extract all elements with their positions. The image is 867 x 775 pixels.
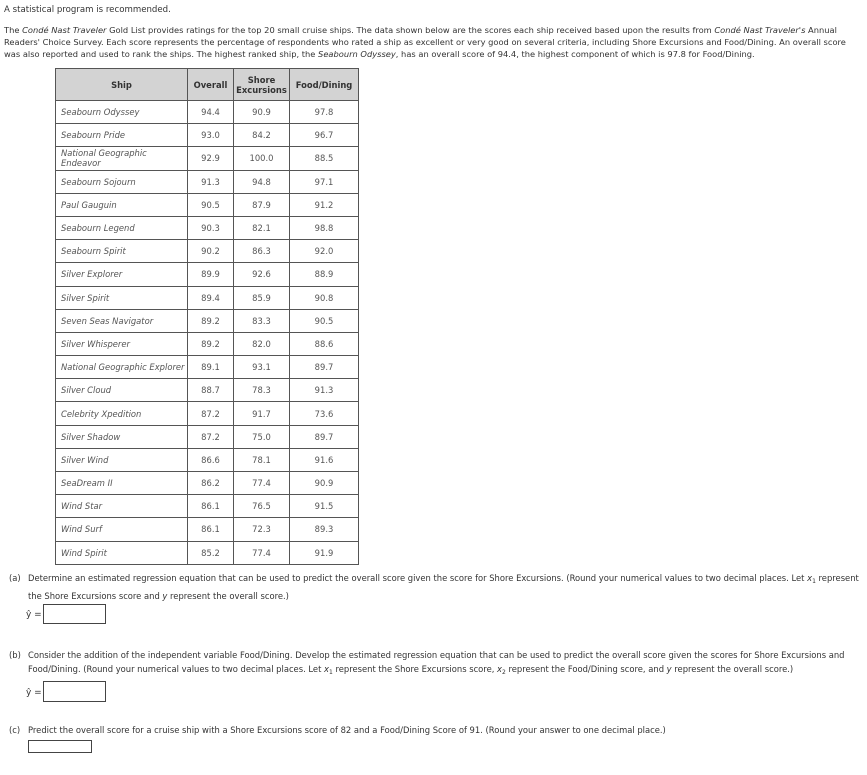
ship-name-cell: National Geographic Endeavor: [56, 147, 188, 170]
table-row: [56, 356, 359, 379]
shore-excursions-cell: 78.3: [234, 379, 290, 402]
ship-name-cell: National Geographic Explorer: [56, 356, 188, 379]
ship-name-cell: Seabourn Sojourn: [56, 170, 188, 193]
intro-text: A statistical program is recommended.: [4, 5, 171, 15]
shore-excursions-cell: 100.0: [234, 147, 290, 170]
food-dining-cell: 89.7: [290, 425, 359, 448]
ship-name-cell: Silver Spirit: [56, 286, 188, 309]
question-b-label: (b): [9, 650, 21, 660]
food-dining-cell: 91.3: [290, 379, 359, 402]
food-dining-cell: 88.9: [290, 263, 359, 286]
food-dining-cell: 96.7: [290, 124, 359, 147]
header-food-dining: Food/Dining: [290, 69, 359, 101]
table-row: [56, 379, 359, 402]
food-dining-cell: 91.9: [290, 541, 359, 564]
shore-excursions-cell: 75.0: [234, 425, 290, 448]
table-row: [56, 286, 359, 309]
table-row: [56, 472, 359, 495]
overall-cell: 89.2: [188, 332, 234, 355]
table-row: [56, 240, 359, 263]
food-dining-cell: 90.5: [290, 309, 359, 332]
overall-cell: 86.1: [188, 518, 234, 541]
header-overall: Overall: [188, 69, 234, 101]
question-c-label: (c): [9, 725, 21, 735]
food-dining-cell: 73.6: [290, 402, 359, 425]
shore-excursions-cell: 72.3: [234, 518, 290, 541]
food-dining-cell: 91.2: [290, 193, 359, 216]
ship-name-cell: Silver Cloud: [56, 379, 188, 402]
shore-excursions-cell: 92.6: [234, 263, 290, 286]
header-ship: Ship: [56, 69, 188, 101]
shore-excursions-cell: 76.5: [234, 495, 290, 518]
shore-excursions-cell: 90.9: [234, 101, 290, 124]
overall-cell: 90.2: [188, 240, 234, 263]
ship-name-cell: Seabourn Odyssey: [56, 101, 188, 124]
table-row: [56, 448, 359, 471]
ship-name-cell: Paul Gauguin: [56, 193, 188, 216]
food-dining-cell: 90.8: [290, 286, 359, 309]
table-row: [56, 124, 359, 147]
overall-cell: 90.5: [188, 193, 234, 216]
table-row: [56, 495, 359, 518]
food-dining-cell: 91.6: [290, 448, 359, 471]
problem-description: The Condé Nast Traveler Gold List provides ratings for the top 20 small cruise ships. The data shown below are the scores each ship received based upon the results from Condé Nast Traveler's Annual Readers' Choice Survey. Each score represents the percentage of respondents who rated a ship as excellent or very good on several criteria, including Shore Excursions and Food/Dining. An overall score was also reported and used to rank the ships. The highest ranked ship, the Seabourn Odyssey, has an overall score of 94.4, the highest component of which is 97.8 for Food/Dining.: [4, 25, 846, 60]
question-c-text: Predict the overall score for a cruise ship with a Shore Excursions score of 82 and a Food/Dining Score of 91. (Round your answer to one decimal place.): [28, 725, 666, 735]
food-dining-cell: 98.8: [290, 216, 359, 239]
question-a: [9, 571, 861, 603]
shore-excursions-cell: 93.1: [234, 356, 290, 379]
overall-cell: 86.2: [188, 472, 234, 495]
answer-b-input[interactable]: [43, 681, 106, 702]
table-row: [56, 193, 359, 216]
shore-excursions-cell: 85.9: [234, 286, 290, 309]
table-row: [56, 101, 359, 124]
shore-excursions-cell: 82.0: [234, 332, 290, 355]
overall-cell: 88.7: [188, 379, 234, 402]
table-row: [56, 147, 359, 170]
question-b: [9, 648, 861, 680]
table-row: [56, 541, 359, 564]
shore-excursions-cell: 77.4: [234, 472, 290, 495]
answer-c-input[interactable]: [28, 740, 92, 753]
overall-cell: 89.2: [188, 309, 234, 332]
magazine-name: Condé Nast Traveler: [22, 25, 107, 35]
table-row: [56, 309, 359, 332]
table-row: [56, 263, 359, 286]
ship-name-cell: Silver Wind: [56, 448, 188, 471]
food-dining-cell: 89.7: [290, 356, 359, 379]
magazine-name: Condé Nast Traveler's: [714, 25, 806, 35]
table-row: [56, 402, 359, 425]
food-dining-cell: 97.8: [290, 101, 359, 124]
ship-name-cell: Seabourn Legend: [56, 216, 188, 239]
ship-name-cell: Silver Shadow: [56, 425, 188, 448]
table-row: [56, 216, 359, 239]
table-row: [56, 332, 359, 355]
shore-excursions-cell: 77.4: [234, 541, 290, 564]
ship-name-cell: Wind Spirit: [56, 541, 188, 564]
shore-excursions-cell: 84.2: [234, 124, 290, 147]
question-c: [9, 723, 861, 737]
ship-name-cell: Silver Whisperer: [56, 332, 188, 355]
overall-cell: 89.4: [188, 286, 234, 309]
overall-cell: 90.3: [188, 216, 234, 239]
table-row: [56, 425, 359, 448]
ship-name-cell: Silver Explorer: [56, 263, 188, 286]
overall-cell: 86.1: [188, 495, 234, 518]
ship-name-cell: Seven Seas Navigator: [56, 309, 188, 332]
ship-name-cell: Wind Surf: [56, 518, 188, 541]
shore-excursions-cell: 91.7: [234, 402, 290, 425]
food-dining-cell: 89.3: [290, 518, 359, 541]
ship-name-cell: Seabourn Spirit: [56, 240, 188, 263]
shore-excursions-cell: 86.3: [234, 240, 290, 263]
table-row: [56, 170, 359, 193]
overall-cell: 91.3: [188, 170, 234, 193]
ship-name-cell: Wind Star: [56, 495, 188, 518]
answer-a-label: ŷ =: [26, 610, 42, 620]
overall-cell: 92.9: [188, 147, 234, 170]
overall-cell: 93.0: [188, 124, 234, 147]
header-shore-excursions: Shore Excursions: [234, 69, 290, 101]
overall-cell: 86.6: [188, 448, 234, 471]
food-dining-cell: 90.9: [290, 472, 359, 495]
cruise-ship-table: [55, 68, 359, 565]
overall-cell: 87.2: [188, 402, 234, 425]
answer-b-label: ŷ =: [26, 688, 42, 698]
ship-name-cell: SeaDream II: [56, 472, 188, 495]
food-dining-cell: 92.0: [290, 240, 359, 263]
food-dining-cell: 88.6: [290, 332, 359, 355]
food-dining-cell: 97.1: [290, 170, 359, 193]
ship-name-cell: Celebrity Xpedition: [56, 402, 188, 425]
shore-excursions-cell: 78.1: [234, 448, 290, 471]
table-header-row: [56, 69, 359, 101]
overall-cell: 87.2: [188, 425, 234, 448]
food-dining-cell: 91.5: [290, 495, 359, 518]
question-b-text: Consider the addition of the independent variable Food/Dining. Develop the estimated regression equation that can be used to predict the overall score given the scores for Shore Excursions and Food/Dining. (Round your numerical values to two decimal places. Let $x_1$ represent the Shore Excursions score, $x_2$ represent the Food/Dining score, and y represent the overall score.): [28, 650, 845, 676]
answer-a-input[interactable]: [43, 604, 106, 624]
question-a-label: (a): [9, 573, 21, 583]
overall-cell: 85.2: [188, 541, 234, 564]
shore-excursions-cell: 94.8: [234, 170, 290, 193]
question-a-text: Determine an estimated regression equation that can be used to predict the overall score given the score for Shore Excursions. (Round your numerical values to two decimal places. Let $x_1$ represent the Shore Excursions score and y represent the overall score.): [28, 573, 859, 601]
overall-cell: 89.9: [188, 263, 234, 286]
food-dining-cell: 88.5: [290, 147, 359, 170]
shore-excursions-cell: 87.9: [234, 193, 290, 216]
shore-excursions-cell: 82.1: [234, 216, 290, 239]
overall-cell: 89.1: [188, 356, 234, 379]
overall-cell: 94.4: [188, 101, 234, 124]
ship-name-cell: Seabourn Pride: [56, 124, 188, 147]
table-row: [56, 518, 359, 541]
ship-name: Seabourn Odyssey: [318, 49, 396, 60]
shore-excursions-cell: 83.3: [234, 309, 290, 332]
